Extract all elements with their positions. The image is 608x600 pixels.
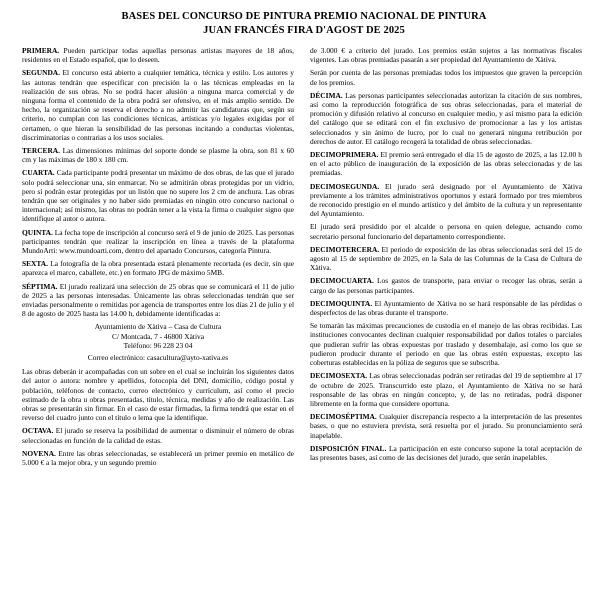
clause-text: Pueden participar todas aquellas personas artistas mayores de 18 años, residentes en el Estado español, que lo deseen.	[22, 46, 294, 65]
title-line-2: JUAN FRANCÉS FIRA D'AGOST DE 2025	[203, 25, 405, 36]
title-line-1: BASES DEL CONCURSO DE PINTURA PREMIO NACIONAL DE PINTURA	[121, 11, 487, 22]
clause-segunda	[22, 68, 294, 142]
clause-lead: DECIMOSEXTA.	[310, 371, 368, 381]
clause-custody	[310, 321, 582, 367]
clause-lead: DECIMOPRIMERA.	[310, 150, 379, 160]
clause-text: Las obras deberán ir acompañadas con un sobre en el cual se incluirán los siguientes datos del autor o autora: nombre y apellidos, fotocopia del DNI, domicilio, código postal y población, teléfonos de contacto, correo electrónico y currículum, así como el precio estimado de la obra u obras presentadas, título, técnica, medidas y año de realización. Las obras se presentarán sin firmar. En el caso de estar firmadas, la firma tendrá que estar en el reverso del cuadro junto con el título o lema que la identifique.	[22, 367, 294, 423]
clause-jury-presidency	[310, 222, 582, 240]
clause-quinta	[22, 228, 294, 256]
clause-lead: DECIMOCUARTA.	[310, 276, 374, 286]
clause-lead: SEGUNDA.	[22, 68, 60, 78]
clause-decimoseptima	[310, 412, 582, 440]
clause-decimosegunda	[310, 182, 582, 219]
clause-octava	[22, 426, 294, 444]
clause-text: El jurado realizará una selección de 25 obras que se comunicará el 11 de julio de 2025 a las personas interesadas. Únicamente las obras seleccionadas tendrán que ser enviadas personalmente o remitidas por agencia de transportes entre los días 21 de julio y el 8 de agosto de 2025 hasta las 14.00 h, debidamente identificadas a:	[22, 281, 294, 319]
clause-text: Las personas participantes seleccionadas autorizan la citación de sus nombres, así como la reproducción fotográfica de sus obras seleccionadas, para el material de promoción y difusión relativo al concurso en cualquier medio, y así mismo para la edición del catálogo que se editará con el fin exclusivo de promocionar a las y los artistas seleccionados y sin ánimo de lucro, por lo cual no generará ninguna retribución por derechos de autor. El catálogo recogerá la totalidad de obras seleccionadas.	[310, 90, 582, 146]
clause-envelope-data	[22, 367, 294, 422]
clause-septima	[22, 282, 294, 319]
clause-lead: DISPOSICIÓN FINAL.	[310, 443, 387, 453]
clause-text: Los gastos de transporte, para enviar o recoger las obras, serán a cargo de las personas participantes.	[310, 276, 582, 295]
clause-decimoprimera	[310, 150, 582, 178]
clause-text: Cada participante podrá presentar un máximo de dos obras, de las que el jurado solo podrá seleccionar una, sin enmarcar. No se admitirán obras protegidas por un vidrio, pero sí podrán estar protegidas por un listón que no supere los 2 cm de anchura. Las obras tendrán que ser originales y no haber sido premiadas en ningún otro concurso nacional o internacional; así mismo, las obras no podrán tener a la vista la firma o cualquier signo que identifique al autor o autora.	[22, 168, 294, 224]
clause-taxes	[310, 68, 582, 86]
clause-lead: OCTAVA.	[22, 426, 54, 436]
clause-disposicion-final	[310, 444, 582, 462]
clause-primera	[22, 46, 294, 64]
clause-text: Cualquier discrepancia respecto a la interpretación de las presentes bases, o que no estuviera prevista, será resuelta por el jurado. Su pronunciamiento será inapelable.	[310, 412, 582, 440]
clause-decimocuarta	[310, 276, 582, 294]
clause-text: La fecha tope de inscripción al concurso será el 9 de junio de 2025. Las personas participantes tendrán que realizar la inscripción en línea a través de la plataforma MundoArti: www.mundoarti.com, dentro del apartado Concursos, categoría Pintura.	[22, 227, 295, 256]
clause-decimoquinta	[310, 299, 582, 317]
clause-lead: SÉPTIMA.	[22, 281, 58, 291]
clause-lead: NOVENA.	[22, 448, 56, 458]
clause-text: La fotografía de la obra presentada estará plenamente recortada (es decir, sin que aparezca el marco, caballete, etc.) en formato JPG de máximo 5MB.	[22, 259, 294, 278]
clause-text: Serán por cuenta de las personas premiadas todos los impuestos que graven la percepción de los premios.	[310, 68, 582, 87]
clause-sexta	[22, 259, 294, 277]
clause-text: El premio será entregado el día 15 de agosto de 2025, a las 12.00 h en el acto público de inauguración de la exposición de las obras seleccionadas y de las premiadas.	[310, 150, 582, 178]
clause-novena	[22, 449, 294, 467]
clause-lead: TERCERA.	[22, 146, 60, 156]
clause-text: El concurso está abierto a cualquier temática, técnica y estilo. Los autores y las autoras tendrán que especificar con precisión la o las técnicas empleadas en la realización de sus obras. No se podrá hacer alusión a ninguna marca comercial y de ninguna forma el contenido de la obra podrá ser ofensivo, en el más amplio sentido. De hecho, la organización se reserva el derecho a no admitir las candidaturas que, según su criterio, no cumplan con las condiciones técnicas, artísticas y/o legales exigidas por el certamen, o que hieran la sensibilidad de las personas incitando a conductas violentas, discriminatorias o contrarias a los usos sociales.	[22, 68, 294, 142]
clause-lead: DECIMOSÉPTIMA.	[310, 412, 377, 422]
clause-lead: CUARTA.	[22, 168, 55, 178]
address-email: Correo electrónico: casacultura@ayto-xativa.es	[87, 352, 229, 362]
clause-tercera	[22, 146, 294, 164]
clause-lead: QUINTA.	[22, 227, 53, 237]
clause-text: Las obras seleccionadas podrán ser retiradas del 19 de septiembre al 17 de octubre de 2025. Transcurrido este plazo, el Ayuntamiento de Xàtiva no se hará responsable de las obras en ningún concepto, y, de las no retiradas, podrá disponer libremente en la forma que considere oportuna.	[310, 371, 582, 408]
clause-text: El jurado será presidido por el alcalde o persona en quien delegue, actuando como secretario personal funcionario del departamento correspondiente.	[310, 222, 582, 241]
clause-cuarta	[22, 168, 294, 223]
clause-text: El jurado será designado por el Ayuntamiento de Xàtiva previamente a los trámites administrativos oportunos y estará formado por tres miembros de reconocido prestigio en el mundo artístico y del ámbito de la cultura y un representante del Ayuntamiento.	[310, 181, 582, 219]
clause-lead: DECIMOQUINTA.	[310, 298, 373, 308]
clause-text: de 3.000 € a criterio del jurado. Los premios están sujetos a las normativas fiscales vigentes. Las obras premiadas pasarán a ser propiedad del Ayuntamiento de Xàtiva.	[310, 46, 582, 65]
page-title	[22, 10, 586, 38]
clause-text: La participación en este concurso supone la total aceptación de las presentes bases, así como de las decisiones del jurado, que serán inapelables.	[310, 443, 582, 462]
clause-text: Se tomarán las máximas precauciones de custodia en el manejo de las obras recibidas. Las instituciones convocantes declinan cualquier responsabilidad por daños totales o parciales que pudieran sufrir las obras expuestas por traslado y desembalaje, así como los que se pudieron producir durante el periodo en que las obras estén expuestas, excepto las coberturas establecidas en la póliza de seguros que se subscriba.	[310, 321, 582, 368]
address-phone: Teléfono: 96 228 23 04	[123, 341, 193, 351]
clause-lead: DECIMOTERCERA.	[310, 244, 380, 254]
address-line: C/ Montcada, 7 - 46800 Xàtiva	[112, 331, 204, 341]
contact-address-block	[22, 322, 294, 362]
clause-lead: DÉCIMA.	[310, 90, 343, 100]
address-line: Ayuntamiento de Xàtiva – Casa de Cultura	[94, 322, 222, 332]
clause-lead: PRIMERA.	[22, 46, 60, 55]
clause-text: El Ayuntamiento de Xàtiva no se hará responsable de las pérdidas o desperfectos de las obras durante el transporte.	[310, 298, 582, 318]
clause-text: El periodo de exposición de las obras seleccionadas será del 15 de agosto al 15 de septiembre de 2025, en la Sala de las Columnas de la Casa de Cultura de Xàtiva.	[310, 244, 582, 273]
two-column-body	[22, 46, 586, 471]
clause-novena-continued	[310, 46, 582, 64]
right-column	[310, 46, 582, 471]
clause-lead: SEXTA.	[22, 259, 48, 269]
clause-decimotercera	[310, 245, 582, 273]
clause-lead: DECIMOSEGUNDA.	[310, 181, 380, 191]
left-column	[22, 46, 294, 471]
clause-text: Las dimensiones mínimas del soporte donde se plasme la obra, son 81 x 60 cm y las máximas de 180 x 180 cm.	[22, 146, 294, 165]
clause-text: El jurado se reserva la posibilidad de aumentar o disminuir el número de obras seleccionadas en función de la calidad de estas.	[22, 426, 294, 445]
clause-decimosexta	[310, 371, 582, 408]
clause-decima	[310, 91, 582, 146]
clause-text: Entre las obras seleccionadas, se establecerá un primer premio en metálico de 5.000 € a la mejor obra, y un segundo premio	[22, 448, 294, 467]
